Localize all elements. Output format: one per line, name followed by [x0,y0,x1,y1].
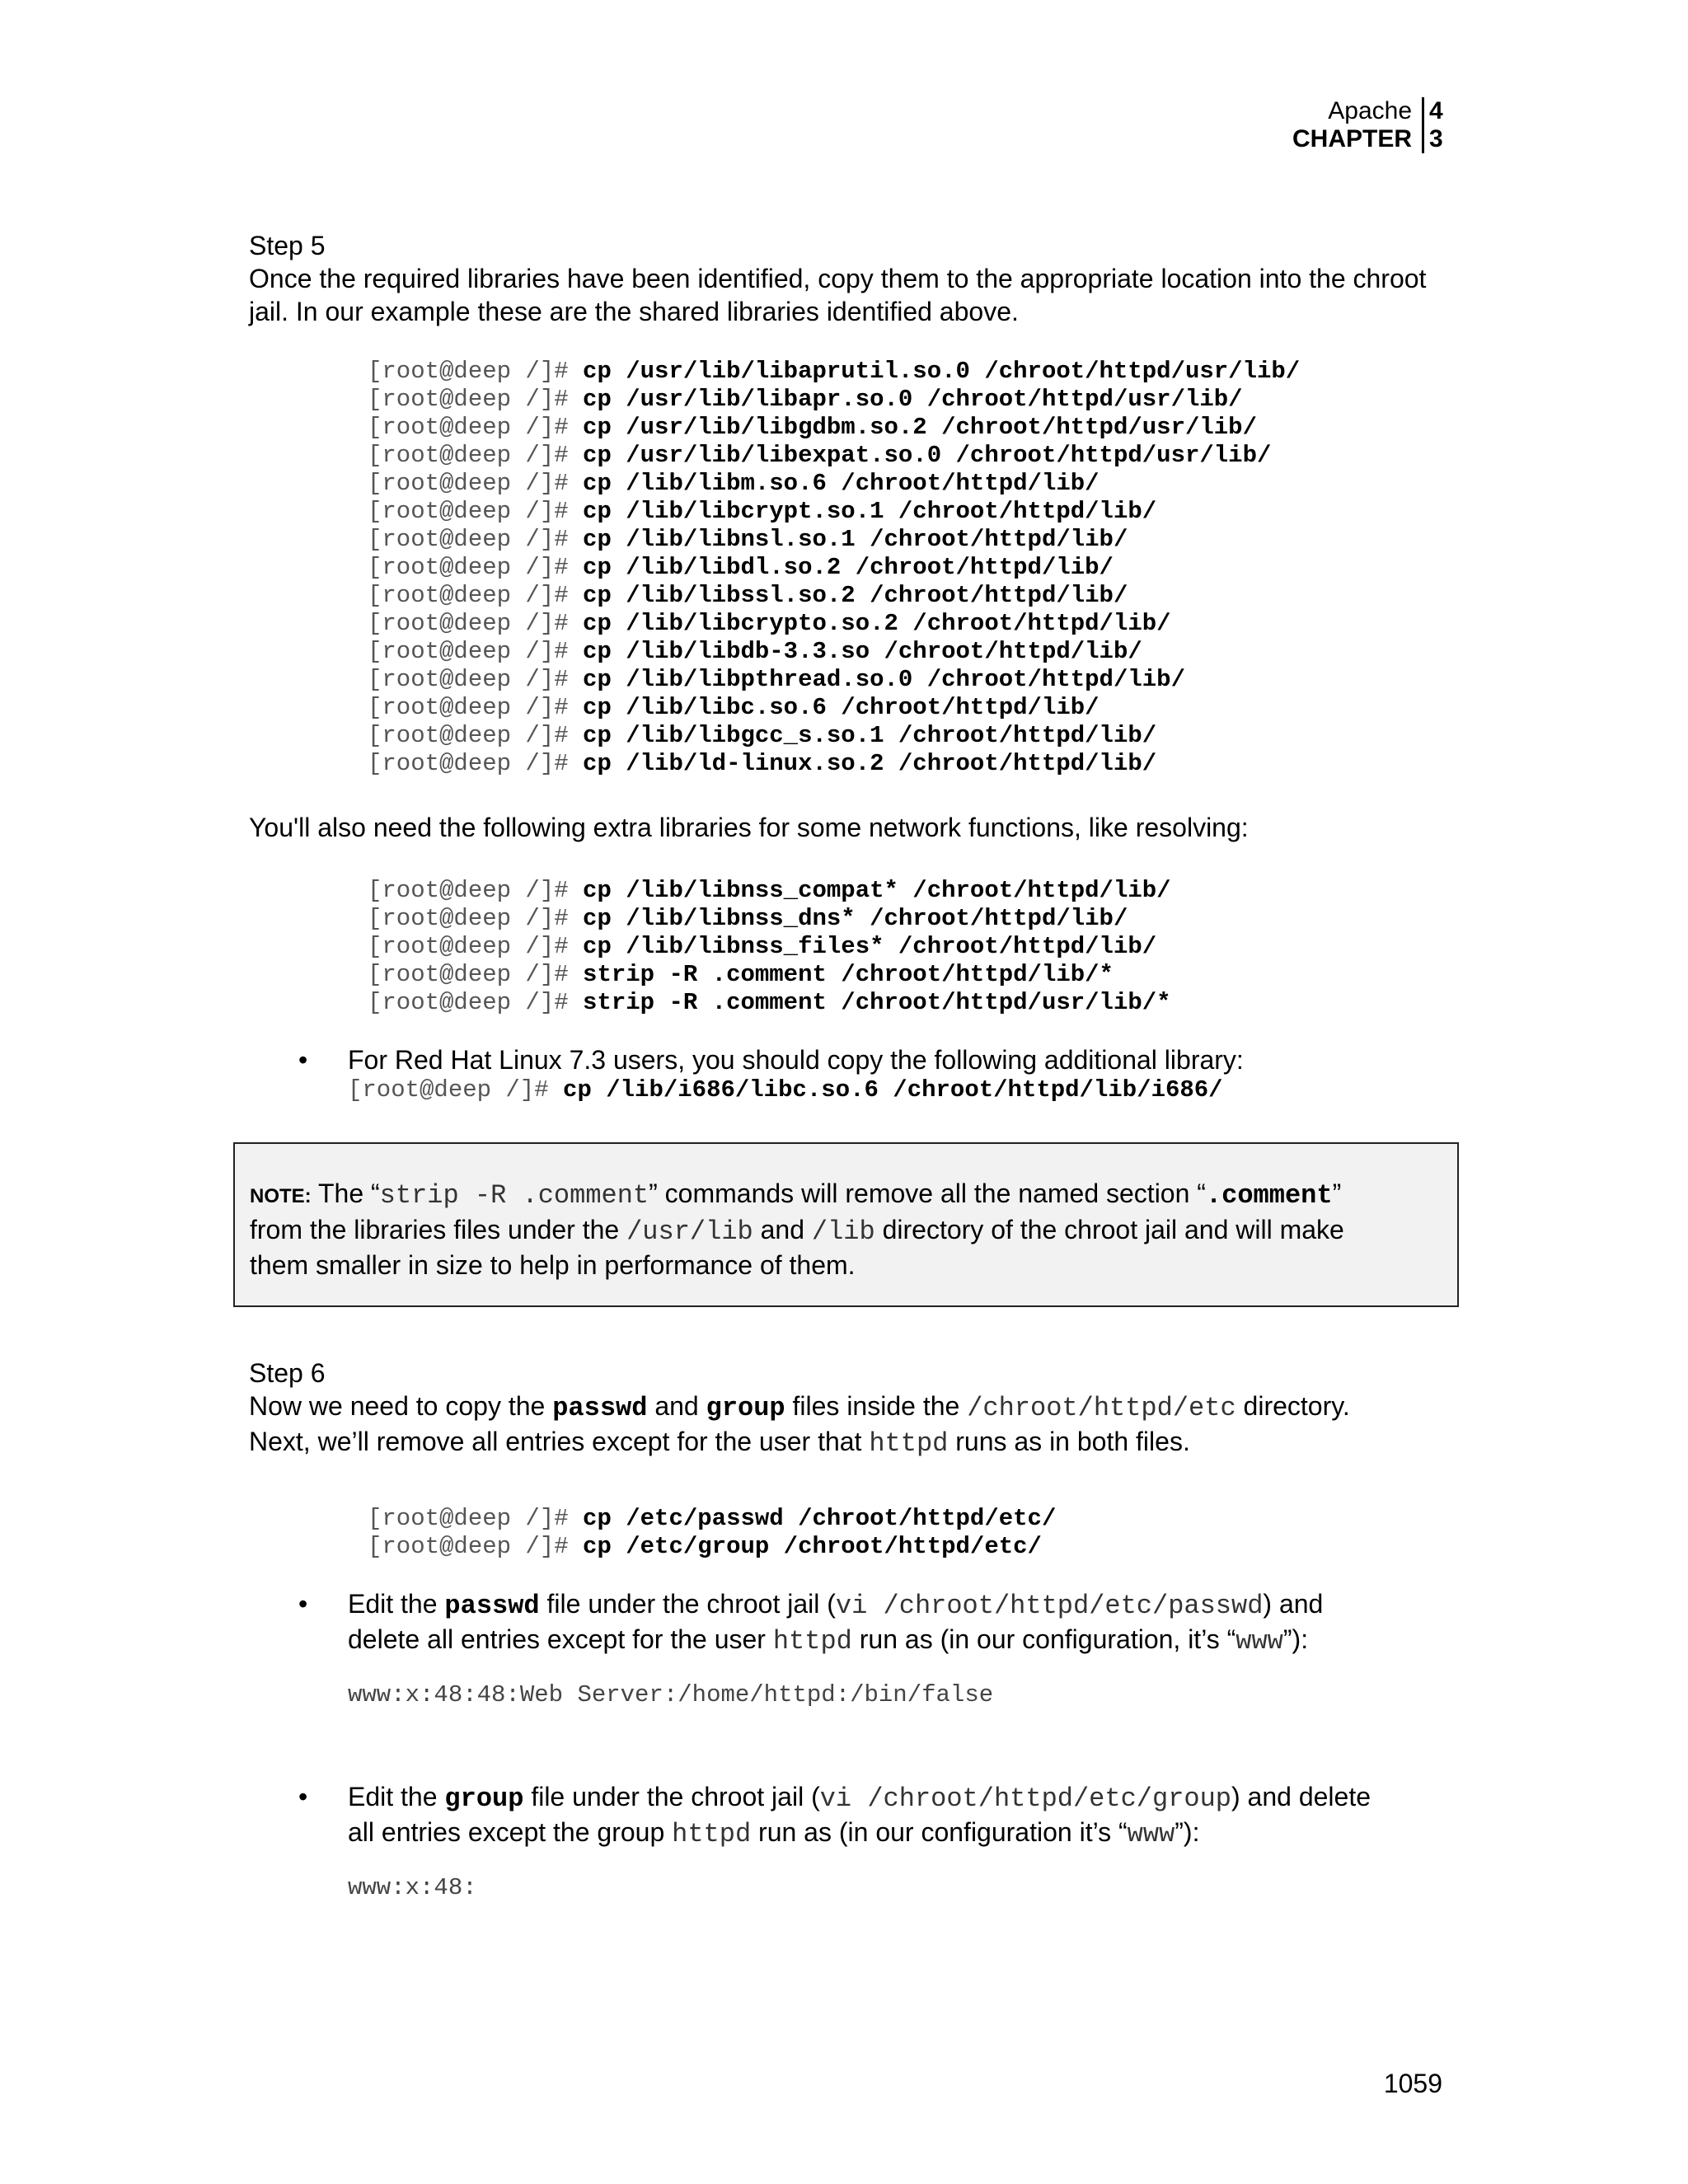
command: cp /lib/libcrypto.so.2 /chroot/httpd/lib/ [583,610,1171,637]
prompt: [root@deep /]# [348,1076,549,1104]
step6-bullet-group: • Edit the group file under the chroot jail (vi /chroot/httpd/etc/group) and delete all entries except the group httpd run as (in our configuration it’s “www”): www:x:48: [249,1780,1452,1902]
command: cp /etc/passwd /chroot/httpd/etc/ [583,1505,1057,1532]
header-chapter-label: CHAPTER [1292,125,1412,152]
code-line [368,582,1456,610]
note-label: NOTE: [250,1185,312,1207]
prompt: [root@deep /]# [368,414,569,441]
prompt: [root@deep /]# [368,933,569,960]
step5-bullet-command: cp /lib/i686/libc.so.6 /chroot/httpd/lib/i686/ [563,1076,1223,1104]
prompt: [root@deep /]# [368,1505,569,1532]
prompt: [root@deep /]# [368,722,569,749]
code-line [368,961,1456,989]
command: cp /lib/libcrypt.so.1 /chroot/httpd/lib/ [583,498,1157,525]
group-entry: www:x:48: [348,1874,477,1901]
passwd-entry: www:x:48:48:Web Server:/home/httpd:/bin/false [348,1681,994,1708]
prompt: [root@deep /]# [368,1533,569,1560]
command: cp /usr/lib/libapr.so.0 /chroot/httpd/usr/lib/ [583,386,1243,413]
prompt: [root@deep /]# [368,358,569,385]
prompt: [root@deep /]# [368,877,569,904]
command: cp /lib/libpthread.so.0 /chroot/httpd/lib/ [583,666,1185,693]
step6-section [249,1357,1452,1460]
command: cp /lib/libm.so.6 /chroot/httpd/lib/ [583,470,1100,497]
step5-section [249,229,1452,328]
prompt: [root@deep /]# [368,386,569,413]
code-line [368,877,1456,905]
command: cp /lib/libssl.so.2 /chroot/httpd/lib/ [583,582,1128,609]
command: cp /lib/libnss_files* /chroot/httpd/lib/ [583,933,1157,960]
code-line [368,989,1456,1017]
prompt: [root@deep /]# [368,526,569,553]
command: cp /lib/libnss_compat* /chroot/httpd/lib/ [583,877,1171,904]
prompt: [root@deep /]# [368,498,569,525]
step5-bullet [249,1043,1452,1104]
code-line [368,526,1456,554]
prompt: [root@deep /]# [368,554,569,581]
step5-text: Once the required libraries have been identified, copy them to the appropriate location into the chroot jail. In our example these are the shared libraries identified above. [249,264,1427,326]
prompt: [root@deep /]# [368,582,569,609]
prompt: [root@deep /]# [368,905,569,932]
code-line [368,1533,1456,1561]
step5-extra-text: You'll also need the following extra libraries for some network functions, like resolving: [249,813,1249,842]
prompt: [root@deep /]# [368,666,569,693]
command: cp /etc/group /chroot/httpd/etc/ [583,1533,1042,1560]
code-line [368,358,1456,386]
command: cp /lib/libgcc_s.so.1 /chroot/httpd/lib/ [583,722,1157,749]
header-chapter-number: 4 3 [1429,97,1443,152]
prompt: [root@deep /]# [368,638,569,665]
code-line [368,414,1456,442]
command: strip -R .comment /chroot/httpd/lib/* [583,961,1114,988]
prompt: [root@deep /]# [368,470,569,497]
command: cp /usr/lib/libaprutil.so.0 /chroot/httpd/usr/lib/ [583,358,1301,385]
step5-extra-code-block [368,877,1456,1017]
code-line [368,610,1456,638]
bullet-dot: • [298,1782,308,1811]
prompt: [root@deep /]# [368,961,569,988]
code-line [368,722,1456,750]
note-box: NOTE: The “strip -R .comment” commands will remove all the named section “.comment” from the libraries files under the /usr/lib and /lib directory of the chroot jail and will make them smaller in size to help in performance of them. [233,1142,1459,1307]
running-header [1292,97,1424,153]
step6-code-block [368,1505,1456,1561]
command: cp /lib/libdb-3.3.so /chroot/httpd/lib/ [583,638,1142,665]
command: cp /lib/libdl.so.2 /chroot/httpd/lib/ [583,554,1114,581]
step5-code-block [368,358,1456,778]
step6-text: Now we need to copy the passwd and group files inside the /chroot/httpd/etc directory. Next, we’ll remove all entries except for the user that httpd runs as in both files. [249,1391,1350,1459]
code-line [368,638,1456,666]
command: cp /lib/libnss_dns* /chroot/httpd/lib/ [583,905,1128,932]
bullet-dot: • [298,1045,308,1075]
prompt: [root@deep /]# [368,750,569,777]
bullet-dot: • [298,1589,308,1619]
header-title: Apache [1328,97,1412,124]
command: cp /lib/libnsl.so.1 /chroot/httpd/lib/ [583,526,1128,553]
code-line [368,386,1456,414]
code-line [368,1505,1456,1533]
code-line [368,498,1456,526]
prompt: [root@deep /]# [368,442,569,469]
prompt: [root@deep /]# [368,694,569,721]
command: cp /lib/libc.so.6 /chroot/httpd/lib/ [583,694,1100,721]
command: cp /usr/lib/libexpat.so.0 /chroot/httpd/usr/lib/ [583,442,1272,469]
step6-bullet-passwd: • Edit the passwd file under the chroot jail (vi /chroot/httpd/etc/passwd) and delete all entries except for the user httpd run as (in our configuration, it’s “www”): www:x:48:48:Web Server:/home/httpd:/bin/false [249,1587,1452,1709]
code-line [368,905,1456,933]
code-line [368,694,1456,722]
command: cp /usr/lib/libgdbm.so.2 /chroot/httpd/usr/lib/ [583,414,1257,441]
page-number: 1059 [1383,2069,1442,2098]
prompt: [root@deep /]# [368,989,569,1016]
command: strip -R .comment /chroot/httpd/usr/lib/* [583,989,1171,1016]
step6-heading: Step 6 [249,1358,326,1388]
code-line [368,554,1456,582]
code-line [368,666,1456,694]
step5-bullet-text: For Red Hat Linux 7.3 users, you should copy the following additional library: [348,1045,1244,1075]
code-line [368,470,1456,498]
prompt: [root@deep /]# [368,610,569,637]
code-line [368,750,1456,778]
code-line [368,442,1456,470]
code-line [368,933,1456,961]
step5-heading: Step 5 [249,231,326,260]
command: cp /lib/ld-linux.so.2 /chroot/httpd/lib/ [583,750,1157,777]
